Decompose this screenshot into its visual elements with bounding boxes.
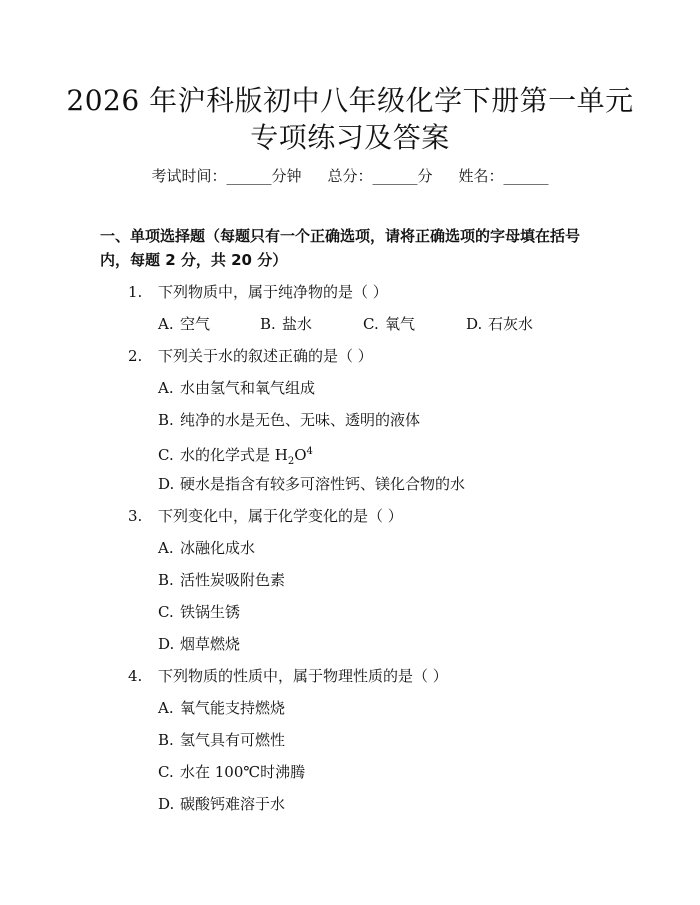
question-text: 下列物质的性质中，属于物理性质的是（ ） (158, 667, 448, 685)
score-label: 总分： (327, 167, 373, 185)
option-letter: C. (158, 603, 174, 621)
option-letter: C. (363, 315, 379, 333)
question-4-option-c (158, 762, 305, 782)
question-text: 下列物质中，属于纯净物的是（ ） (158, 283, 388, 301)
option-text: 烟草燃烧 (180, 635, 241, 653)
document-title-line-1: 2026 年沪科版初中八年级化学下册第一单元 (66, 84, 634, 117)
name-label: 姓名： (458, 167, 504, 185)
option-text: 冰融化成水 (180, 539, 256, 557)
question-4-option-d (158, 794, 285, 814)
option-c (363, 314, 415, 334)
option-text: 水由氢气和氧气组成 (180, 379, 316, 397)
time-label: 考试时间： (151, 167, 227, 185)
question-2-option-d (158, 474, 465, 494)
name-blank: ______ (503, 167, 549, 185)
question-1 (128, 282, 388, 302)
option-letter: A. (158, 699, 174, 717)
formula-subscript: 2 (287, 456, 295, 467)
section-heading: 一、单项选择题（每题只有一个正确选项，请将正确选项的字母填在括号内，每题 2 分，共 20 分） (100, 227, 581, 269)
option-letter: D. (158, 795, 175, 813)
question-3 (128, 506, 403, 526)
option-letter: D. (466, 315, 483, 333)
option-text: 碳酸钙难溶于水 (180, 795, 286, 813)
option-b (260, 314, 312, 334)
question-number: 4. (128, 667, 143, 685)
time-blank: ______ (226, 167, 272, 185)
question-3-option-a (158, 538, 255, 558)
option-text: 铁锅生锈 (180, 603, 241, 621)
option-text: 纯净的水是无色、无味、透明的液体 (180, 411, 421, 429)
question-2 (128, 346, 373, 366)
option-letter: B. (158, 731, 174, 749)
option-letter: B. (158, 571, 174, 589)
option-letter: B. (260, 315, 276, 333)
option-text: 氢气具有可燃性 (180, 731, 286, 749)
question-number: 1. (128, 283, 143, 301)
option-letter: D. (158, 475, 175, 493)
option-text: 空气 (180, 315, 211, 333)
option-letter: C. (158, 446, 174, 464)
time-unit: 分钟 (271, 167, 302, 185)
question-2-option-b (158, 410, 420, 430)
question-number: 3. (128, 507, 143, 525)
option-letter: D. (158, 635, 175, 653)
question-2-option-c (158, 442, 313, 472)
question-4-option-b (158, 730, 285, 750)
option-text: 活性炭吸附色素 (180, 571, 286, 589)
question-4 (128, 666, 448, 686)
option-text: 水在 100℃时沸腾 (180, 763, 306, 781)
question-number: 2. (128, 347, 143, 365)
question-3-option-b (158, 570, 285, 590)
option-text: 水的化学式是 H (180, 446, 288, 464)
option-text: 盐水 (282, 315, 313, 333)
question-3-option-d (158, 634, 240, 654)
question-3-option-c (158, 602, 240, 622)
option-text: 氧气能支持燃烧 (180, 699, 286, 717)
option-text: 石灰水 (488, 315, 534, 333)
option-text: 氧气 (385, 315, 416, 333)
option-letter: A. (158, 539, 174, 557)
option-letter: C. (158, 763, 174, 781)
question-text: 下列关于水的叙述正确的是（ ） (158, 347, 373, 365)
question-4-option-a (158, 698, 285, 718)
option-letter: A. (158, 379, 174, 397)
formula-superscript: 4 (306, 446, 313, 457)
score-unit: 分 (417, 167, 433, 185)
document-title-line-2: 专项练习及答案 (250, 121, 450, 154)
option-d (466, 314, 533, 334)
option-text: 硬水是指含有较多可溶性钙、镁化合物的水 (180, 475, 466, 493)
question-text: 下列变化中，属于化学变化的是（ ） (158, 507, 403, 525)
question-2-option-a (158, 378, 315, 398)
exam-meta-line (0, 166, 700, 186)
option-letter: B. (158, 411, 174, 429)
option-letter: A. (158, 315, 174, 333)
score-blank: ______ (372, 167, 418, 185)
formula-element: O (294, 446, 307, 464)
option-a (158, 314, 210, 334)
